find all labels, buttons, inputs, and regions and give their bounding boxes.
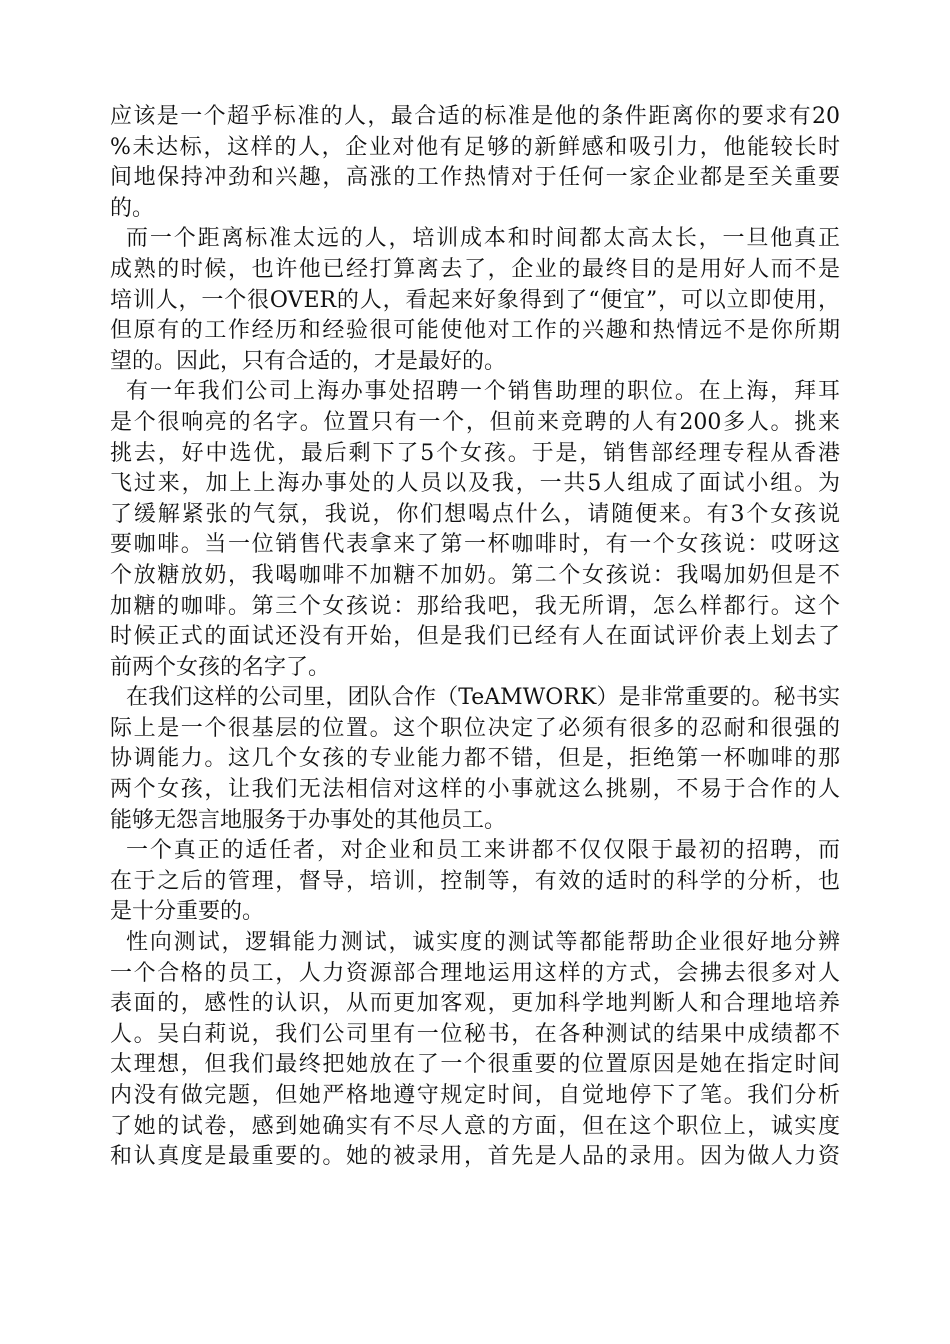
text-line: 人。吴白莉说，我们公司里有一位秘书，在各种测试的结果中成绩都不 bbox=[110, 1021, 840, 1047]
text-line: 加糖的咖啡。第三个女孩说：那给我吧，我无所谓，怎么样都行。这个 bbox=[110, 593, 840, 619]
document-body bbox=[110, 102, 840, 1173]
text-line: 在我们这样的公司里，团队合作（TeAMWORK）是非常重要的。秘书实 bbox=[126, 685, 840, 711]
text-line: 在于之后的管理，督导，培训，控制等，有效的适时的科学的分析，也 bbox=[110, 868, 840, 894]
text-line: 能够无怨言地服务于办事处的其他员工。 bbox=[110, 807, 507, 833]
text-line: 的。 bbox=[110, 195, 155, 221]
text-line: 表面的，感性的认识，从而更加客观，更加科学地判断人和合理地培养 bbox=[110, 991, 840, 1017]
text-line: 了她的试卷，感到她确实有不尽人意的方面，但在这个职位上，诚实度 bbox=[110, 1113, 840, 1139]
text-line: 要咖啡。当一位销售代表拿来了第一杯咖啡时，有一个女孩说：哎呀这 bbox=[110, 532, 840, 558]
text-line: 但原有的工作经历和经验很可能使他对工作的兴趣和热情远不是你所期 bbox=[110, 318, 840, 344]
text-line: 有一年我们公司上海办事处招聘一个销售助理的职位。在上海，拜耳 bbox=[126, 379, 840, 405]
text-line: 和认真度是最重要的。她的被录用，首先是人品的录用。因为做人力资 bbox=[110, 1144, 840, 1170]
text-line: 性向测试，逻辑能力测试，诚实度的测试等都能帮助企业很好地分辨 bbox=[126, 930, 840, 956]
text-line: 个放糖放奶，我喝咖啡不加糖不加奶。第二个女孩说：我喝加奶但是不 bbox=[110, 562, 840, 588]
text-line: 是个很响亮的名字。位置只有一个，但前来竞聘的人有200多人。挑来 bbox=[110, 409, 840, 435]
text-line: 飞过来，加上上海办事处的人员以及我，一共5人组成了面试小组。为 bbox=[110, 471, 840, 497]
text-line: 成熟的时候，也许他已经打算离去了，企业的最终目的是用好人而不是 bbox=[110, 256, 840, 282]
text-line: 两个女孩，让我们无法相信对这样的小事就这么挑剔，不易于合作的人 bbox=[110, 777, 840, 803]
text-line: 时候正式的面试还没有开始，但是我们已经有人在面试评价表上划去了 bbox=[110, 624, 840, 650]
text-line: 望的。因此，只有合适的，才是最好的。 bbox=[110, 348, 507, 374]
text-line: 而一个距离标准太远的人，培训成本和时间都太高太长，一旦他真正 bbox=[126, 226, 840, 252]
text-line: 一个真正的适任者，对企业和员工来讲都不仅仅限于最初的招聘，而 bbox=[126, 838, 840, 864]
text-line: 了缓解紧张的气氛，我说，你们想喝点什么，请随便来。有3个女孩说 bbox=[110, 501, 840, 527]
text-line: 前两个女孩的名字了。 bbox=[110, 654, 331, 680]
text-line: 是十分重要的。 bbox=[110, 899, 265, 925]
text-line: 协调能力。这几个女孩的专业能力都不错，但是，拒绝第一杯咖啡的那 bbox=[110, 746, 840, 772]
text-line: 内没有做完题，但她严格地遵守规定时间，自觉地停下了笔。我们分析 bbox=[110, 1083, 840, 1108]
text-line: 际上是一个很基层的位置。这个职位决定了必须有很多的忍耐和很强的 bbox=[110, 715, 840, 741]
text-line: %未达标，这样的人，企业对他有足够的新鲜感和吸引力，他能较长时 bbox=[110, 134, 840, 160]
text-line: 一个合格的员工，人力资源部合理地运用这样的方式，会拂去很多对人 bbox=[110, 960, 840, 986]
text-line: 挑去，好中选优，最后剩下了5个女孩。于是，销售部经理专程从香港 bbox=[110, 440, 840, 466]
text-line: 间地保持冲劲和兴趣，高涨的工作热情对于任何一家企业都是至关重要 bbox=[110, 165, 840, 191]
text-line: 培训人，一个很OVER的人，看起来好象得到了“便宜”，可以立即使用， bbox=[110, 287, 840, 313]
text-line: 太理想，但我们最终把她放在了一个很重要的位置原因是她在指定时间 bbox=[110, 1052, 840, 1078]
text-line: 应该是一个超乎标准的人，最合适的标准是他的条件距离你的要求有20 bbox=[110, 104, 840, 129]
